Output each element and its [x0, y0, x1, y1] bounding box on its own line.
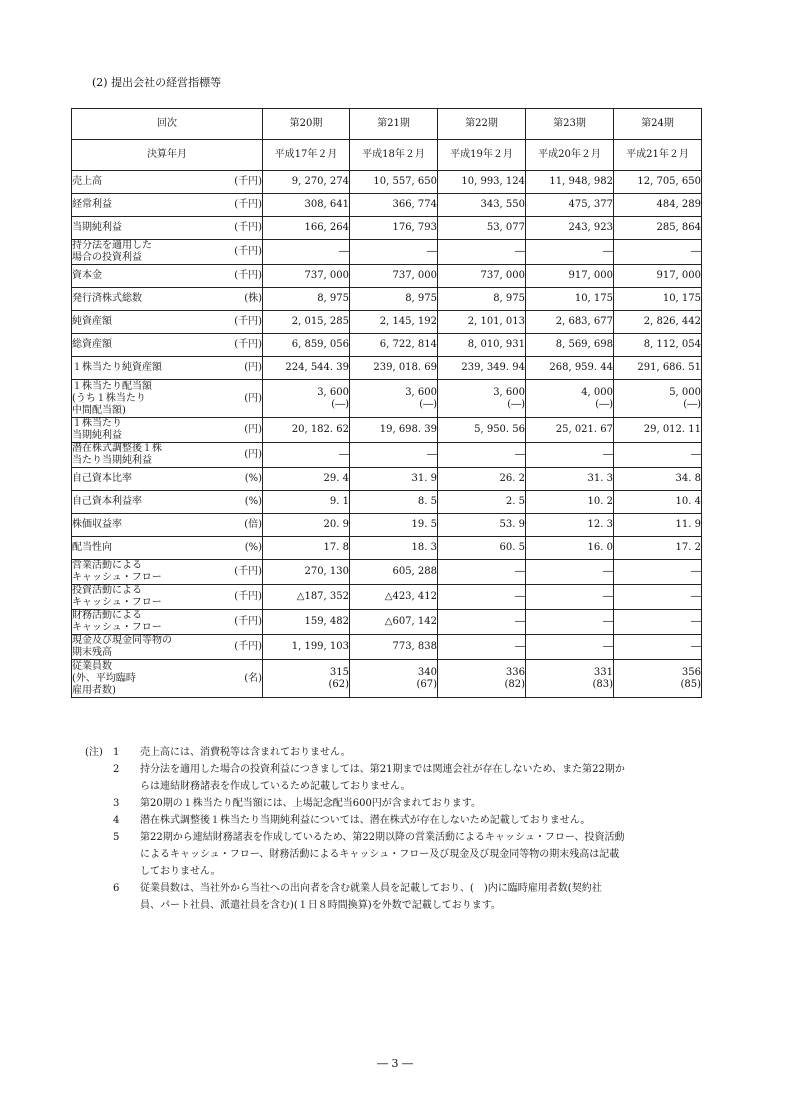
- row-unit: (株): [244, 293, 262, 304]
- value-cell: ―: [614, 585, 702, 610]
- value-cell: ―: [350, 240, 438, 265]
- value-cell: 18. 3: [350, 537, 438, 560]
- value-cell: 17. 2: [614, 537, 702, 560]
- row-unit: (千円): [234, 246, 262, 257]
- footnote-text: 売上高には、消費税等は含まれておりません。: [140, 747, 351, 758]
- value-cell: 8, 975: [263, 288, 350, 311]
- row-label-cell: [72, 560, 263, 585]
- value-cell: 11, 948, 982: [526, 171, 614, 194]
- row-unit: (千円): [234, 199, 262, 210]
- row-unit: (%): [244, 542, 262, 553]
- value-cell: 12. 3: [526, 514, 614, 537]
- footnote-text: 持分法を適用した場合の投資利益につきましては、第21期までは関連会社が存在しないため、また第22期か らは連結財務諸表を作成しているため記載しておりません。: [140, 764, 625, 792]
- value-cell: 29. 4: [263, 468, 350, 491]
- value-cell: 268, 959. 44: [526, 357, 614, 380]
- value-cell: ―: [526, 585, 614, 610]
- row-label: １株当たり配当額 (うち１株当たり 中間配当額): [72, 380, 152, 416]
- row-label: 自己資本利益率: [72, 496, 142, 507]
- value-cell: ―: [614, 240, 702, 265]
- footnote: [85, 795, 725, 812]
- value-cell: 11. 9: [614, 514, 702, 537]
- value-cell: 29, 012. 11: [614, 418, 702, 443]
- row-label-cell: [72, 468, 263, 491]
- value-cell: 26. 2: [438, 468, 526, 491]
- value-cell: ―: [526, 635, 614, 660]
- value-cell: 6, 859, 056: [263, 334, 350, 357]
- table-row: [72, 194, 702, 217]
- row-unit: (円): [244, 424, 262, 435]
- row-label-cell: [72, 171, 263, 194]
- value-cell: 343, 550: [438, 194, 526, 217]
- table-row: [72, 418, 702, 443]
- row-unit: (%): [244, 473, 262, 484]
- row-label: 潜在株式調整後１株 当たり当期純利益: [72, 443, 162, 466]
- value-cell: 25, 021. 67: [526, 418, 614, 443]
- value-cell: 10, 175: [614, 288, 702, 311]
- row-label: 総資産額: [72, 339, 112, 350]
- section-title: (2) 提出会社の経営指標等: [92, 76, 222, 89]
- table-row: [72, 491, 702, 514]
- value-cell: 270, 130: [263, 560, 350, 585]
- table-row: [72, 380, 702, 418]
- value-cell: 3, 600 (―): [350, 380, 438, 418]
- value-cell: △423, 412: [350, 585, 438, 610]
- row-label-cell: [72, 288, 263, 311]
- value-cell: 3, 600 (―): [438, 380, 526, 418]
- value-cell: 9. 1: [263, 491, 350, 514]
- value-cell: 917, 000: [526, 265, 614, 288]
- table-body: [72, 171, 702, 698]
- value-cell: 31. 3: [526, 468, 614, 491]
- footnote-tag: (注): [85, 747, 103, 758]
- value-cell: 31. 9: [350, 468, 438, 491]
- value-cell: 19. 5: [350, 514, 438, 537]
- table-row: [72, 288, 702, 311]
- value-cell: 224, 544. 39: [263, 357, 350, 380]
- value-cell: ―: [526, 560, 614, 585]
- financial-indicators-table: [71, 108, 702, 698]
- value-cell: 2, 101, 013: [438, 311, 526, 334]
- footnote: [85, 812, 725, 829]
- value-cell: ―: [614, 560, 702, 585]
- value-cell: ―: [438, 585, 526, 610]
- value-cell: 60. 5: [438, 537, 526, 560]
- value-cell: 484, 289: [614, 194, 702, 217]
- row-unit: (千円): [234, 270, 262, 281]
- value-cell: ―: [438, 560, 526, 585]
- footnote-number: 6: [113, 883, 120, 894]
- fiscal-date: 平成18年２月: [350, 140, 438, 171]
- value-cell: ―: [438, 635, 526, 660]
- value-cell: 20, 182. 62: [263, 418, 350, 443]
- value-cell: 1, 199, 103: [263, 635, 350, 660]
- value-cell: 8, 112, 054: [614, 334, 702, 357]
- value-cell: 8, 569, 698: [526, 334, 614, 357]
- fiscal-date: 平成17年２月: [263, 140, 350, 171]
- row-label-cell: [72, 491, 263, 514]
- value-cell: ―: [526, 443, 614, 468]
- footnote-text: 第22期から連結財務諸表を作成しているため、第22期以降の営業活動によるキャッシュ・フロー、投資活動 によるキャッシュ・フロー、財務活動によるキャッシュ・フロー及び現金及び現金同等物の期末残高は記載 しておりません。: [140, 832, 625, 877]
- value-cell: ―: [614, 443, 702, 468]
- row-label: 現金及び現金同等物の 期末残高: [72, 635, 172, 658]
- footnote-number: 4: [113, 815, 120, 826]
- value-cell: ―: [263, 443, 350, 468]
- row-label: 従業員数 (外、平均臨時 雇用者数): [72, 660, 136, 696]
- value-cell: ―: [438, 240, 526, 265]
- row-label-cell: [72, 265, 263, 288]
- row-label-cell: [72, 537, 263, 560]
- footnote-number: 2: [113, 764, 120, 775]
- value-cell: 12, 705, 650: [614, 171, 702, 194]
- value-cell: 16. 0: [526, 537, 614, 560]
- row-unit: (千円): [234, 591, 262, 602]
- row-unit: (千円): [234, 616, 262, 627]
- value-cell: 3, 600 (―): [263, 380, 350, 418]
- value-cell: ―: [614, 610, 702, 635]
- row-label-cell: [72, 660, 263, 698]
- table-row: [72, 171, 702, 194]
- value-cell: 243, 923: [526, 217, 614, 240]
- value-cell: △607, 142: [350, 610, 438, 635]
- row-unit: (円): [244, 449, 262, 460]
- period-header-row: [72, 109, 702, 140]
- value-cell: 2, 015, 285: [263, 311, 350, 334]
- row-label: 営業活動による キャッシュ・フロー: [72, 560, 162, 583]
- row-unit: (千円): [234, 641, 262, 652]
- row-unit: (千円): [234, 566, 262, 577]
- value-cell: 737, 000: [438, 265, 526, 288]
- row-label-cell: [72, 418, 263, 443]
- value-cell: 34. 8: [614, 468, 702, 491]
- value-cell: 19, 698. 39: [350, 418, 438, 443]
- value-cell: ―: [438, 443, 526, 468]
- footnote-number: 3: [113, 798, 120, 809]
- row-label: 自己資本比率: [72, 473, 132, 484]
- row-label: 売上高: [72, 176, 102, 187]
- value-cell: 10, 557, 650: [350, 171, 438, 194]
- value-cell: 6, 722, 814: [350, 334, 438, 357]
- footnote: [85, 829, 725, 880]
- value-cell: 17. 8: [263, 537, 350, 560]
- footnote: [85, 880, 725, 914]
- row-unit: (倍): [244, 519, 262, 530]
- value-cell: ―: [526, 610, 614, 635]
- row-unit: (円): [244, 392, 262, 404]
- value-cell: ―: [350, 443, 438, 468]
- table-row: [72, 443, 702, 468]
- row-label-cell: [72, 610, 263, 635]
- value-cell: 917, 000: [614, 265, 702, 288]
- fiscal-label: 決算年月: [72, 140, 263, 171]
- footnote: [85, 761, 725, 795]
- value-cell: 2, 145, 192: [350, 311, 438, 334]
- value-cell: 4, 000 (―): [526, 380, 614, 418]
- value-cell: 475, 377: [526, 194, 614, 217]
- footnote-number: 1: [113, 747, 120, 758]
- header-label: 回次: [72, 109, 263, 140]
- footnote-text: 従業員数は、当社外から当社への出向者を含む就業人員を記載しており、( )内に臨時雇用者数(契約社 員、パート社員、派遣社員を含む)(１日８時間換算)を外数で記載しております。: [140, 883, 602, 911]
- value-cell: 291, 686. 51: [614, 357, 702, 380]
- table-row: [72, 560, 702, 585]
- period-header: 第22期: [438, 109, 526, 140]
- period-header: 第24期: [614, 109, 702, 140]
- value-cell: 356 (85): [614, 660, 702, 698]
- value-cell: 737, 000: [350, 265, 438, 288]
- page-number: ― 3 ―: [377, 1057, 413, 1070]
- value-cell: 336 (82): [438, 660, 526, 698]
- value-cell: 331 (83): [526, 660, 614, 698]
- row-label-cell: [72, 357, 263, 380]
- value-cell: ―: [526, 240, 614, 265]
- table-row: [72, 357, 702, 380]
- row-label: 純資産額: [72, 316, 112, 327]
- footnotes: [85, 744, 725, 914]
- row-label: 財務活動による キャッシュ・フロー: [72, 610, 162, 633]
- table-row: [72, 537, 702, 560]
- value-cell: △187, 352: [263, 585, 350, 610]
- row-label: 発行済株式総数: [72, 293, 142, 304]
- row-label-cell: [72, 194, 263, 217]
- value-cell: ―: [263, 240, 350, 265]
- fiscal-date: 平成20年２月: [526, 140, 614, 171]
- row-label: 投資活動による キャッシュ・フロー: [72, 585, 162, 608]
- row-label-cell: [72, 514, 263, 537]
- table-row: [72, 660, 702, 698]
- row-unit: (円): [244, 362, 262, 373]
- row-label: 当期純利益: [72, 222, 122, 233]
- footnote-text: 第20期の１株当たり配当額には、上場記念配当600円が含まれております。: [140, 798, 482, 809]
- row-label: 配当性向: [72, 542, 112, 553]
- table-row: [72, 334, 702, 357]
- footnote: [85, 744, 725, 761]
- value-cell: 737, 000: [263, 265, 350, 288]
- period-header: 第20期: [263, 109, 350, 140]
- value-cell: 53. 9: [438, 514, 526, 537]
- value-cell: 159, 482: [263, 610, 350, 635]
- row-label-cell: [72, 635, 263, 660]
- period-header: 第23期: [526, 109, 614, 140]
- value-cell: 10. 4: [614, 491, 702, 514]
- value-cell: 20. 9: [263, 514, 350, 537]
- value-cell: 239, 018. 69: [350, 357, 438, 380]
- row-unit: (千円): [234, 176, 262, 187]
- row-label: １株当たり純資産額: [72, 362, 162, 373]
- row-label: 持分法を適用した 場合の投資利益: [72, 240, 152, 263]
- value-cell: 10, 993, 124: [438, 171, 526, 194]
- value-cell: 8, 975: [350, 288, 438, 311]
- row-unit: (千円): [234, 316, 262, 327]
- value-cell: 366, 774: [350, 194, 438, 217]
- row-label-cell: [72, 311, 263, 334]
- row-unit: (%): [244, 496, 262, 507]
- fiscal-date: 平成19年２月: [438, 140, 526, 171]
- row-label: 資本金: [72, 270, 102, 281]
- row-label-cell: [72, 585, 263, 610]
- row-label-cell: [72, 240, 263, 265]
- value-cell: 2, 826, 442: [614, 311, 702, 334]
- value-cell: ―: [438, 610, 526, 635]
- value-cell: 10. 2: [526, 491, 614, 514]
- value-cell: 5, 950. 56: [438, 418, 526, 443]
- table-row: [72, 468, 702, 491]
- value-cell: 9, 270, 274: [263, 171, 350, 194]
- value-cell: 53, 077: [438, 217, 526, 240]
- value-cell: 315 (62): [263, 660, 350, 698]
- value-cell: 2, 683, 677: [526, 311, 614, 334]
- row-label-cell: [72, 217, 263, 240]
- table-row: [72, 311, 702, 334]
- table-row: [72, 514, 702, 537]
- footnote-number: 5: [113, 832, 120, 843]
- value-cell: 773, 838: [350, 635, 438, 660]
- table-row: [72, 217, 702, 240]
- row-label-cell: [72, 443, 263, 468]
- value-cell: ―: [614, 635, 702, 660]
- row-label-cell: [72, 334, 263, 357]
- table-row: [72, 585, 702, 610]
- value-cell: 5, 000 (―): [614, 380, 702, 418]
- period-header: 第21期: [350, 109, 438, 140]
- row-label: 経常利益: [72, 199, 112, 210]
- table-row: [72, 240, 702, 265]
- value-cell: 8, 975: [438, 288, 526, 311]
- value-cell: 285, 864: [614, 217, 702, 240]
- value-cell: 340 (67): [350, 660, 438, 698]
- row-label: １株当たり 当期純利益: [72, 418, 122, 441]
- value-cell: 8, 010, 931: [438, 334, 526, 357]
- row-label: 株価収益率: [72, 519, 122, 530]
- value-cell: 176, 793: [350, 217, 438, 240]
- table-row: [72, 610, 702, 635]
- value-cell: 2. 5: [438, 491, 526, 514]
- value-cell: 8. 5: [350, 491, 438, 514]
- value-cell: 605, 288: [350, 560, 438, 585]
- row-unit: (千円): [234, 339, 262, 350]
- table-row: [72, 265, 702, 288]
- fiscal-date-row: [72, 140, 702, 171]
- table-row: [72, 635, 702, 660]
- row-label-cell: [72, 380, 263, 418]
- value-cell: 10, 175: [526, 288, 614, 311]
- row-unit: (千円): [234, 222, 262, 233]
- value-cell: 308, 641: [263, 194, 350, 217]
- footnote-text: 潜在株式調整後１株当たり当期純利益については、潜在株式が存在しないため記載しておりません。: [140, 815, 591, 826]
- fiscal-date: 平成21年２月: [614, 140, 702, 171]
- value-cell: 166, 264: [263, 217, 350, 240]
- row-unit: (名): [244, 672, 262, 684]
- value-cell: 239, 349. 94: [438, 357, 526, 380]
